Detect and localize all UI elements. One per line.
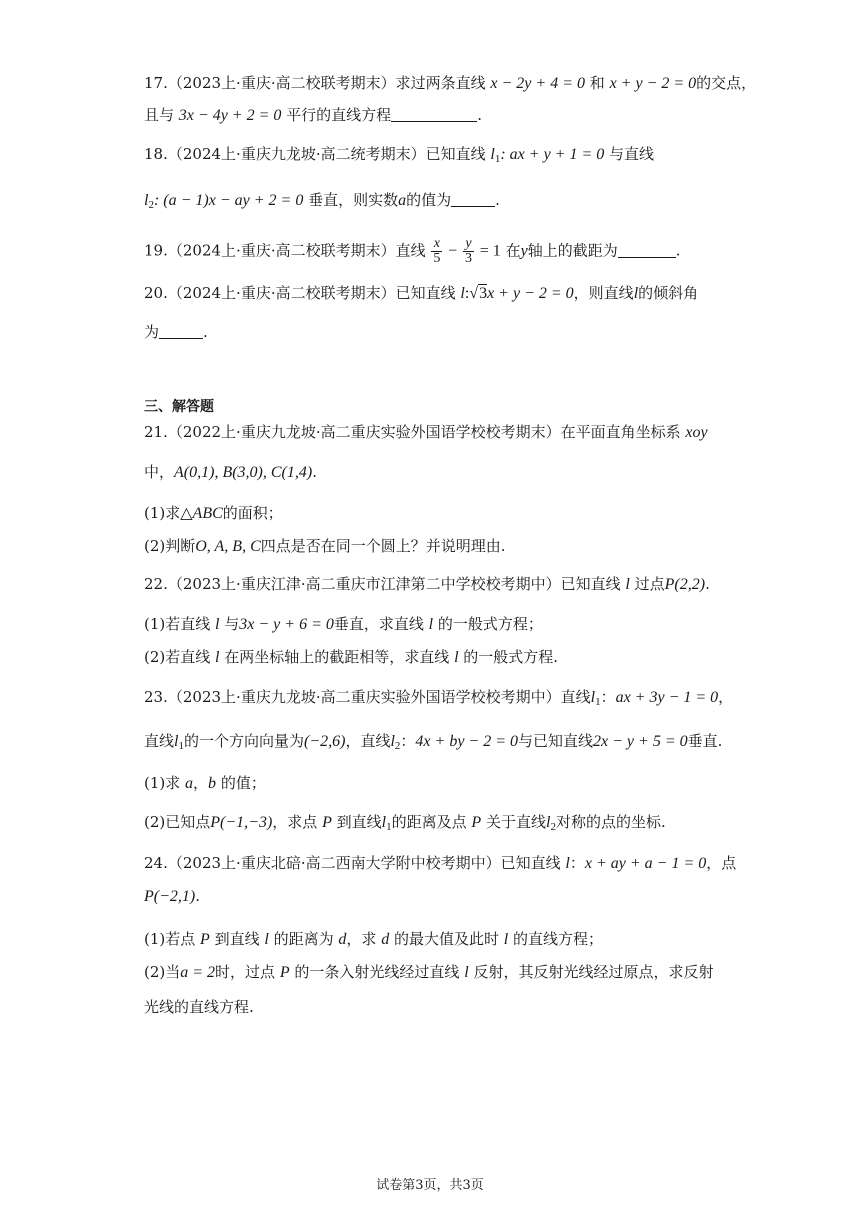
q23-var-a: a [185, 775, 194, 792]
q21-text: (1)求 [144, 504, 181, 522]
q21-coordinate-system: xoy [685, 424, 708, 441]
q19-frac2-numerator: y [463, 237, 474, 252]
q23-text: 直线 [144, 732, 175, 750]
q22-text: (2)若直线 [144, 648, 211, 666]
q20-sqrt-argument: 3 [479, 285, 488, 302]
q19-text: 在 [505, 241, 521, 260]
q18-variable: a [398, 192, 407, 209]
q22-text: 已知直线 [560, 575, 621, 593]
q18-source: （2024上·重庆九龙坡·高二统考期末） [167, 145, 426, 163]
q19-frac1-denominator: 5 [433, 251, 441, 266]
q22-line-name: l [625, 576, 630, 593]
q17-answer-blank[interactable] [391, 105, 477, 122]
q19-source: （2024上·重庆·高二校联考期末） [167, 241, 396, 260]
q23-subscript: 2 [550, 821, 556, 833]
q24-line-2 [144, 885, 200, 908]
q21-points: A(0,1), B(3,0), C(1,4) [174, 464, 313, 481]
q24-text: 的最大值及此时 [394, 930, 500, 948]
q22-part-2 [144, 646, 558, 669]
q23-part-1 [144, 772, 266, 795]
q19-equation-tail: = 1 [479, 242, 501, 260]
q24-number: 24 [144, 854, 164, 872]
q18-l2-equation: : (a − 1)x − ay + 2 = 0 [153, 192, 304, 209]
q24-text: 时，过点 [215, 963, 276, 981]
q22-text: (1)若直线 [144, 615, 211, 633]
q18-l1-subscript: 1 [494, 153, 501, 165]
q19-period: . [675, 241, 681, 260]
q19-frac1-numerator: x [431, 237, 442, 252]
q21-triangle: △ABC [180, 505, 223, 522]
q23-point: P(−1,−3) [210, 814, 273, 831]
q23-text: ， [193, 774, 209, 792]
q24-text: 的距离为 [273, 930, 334, 948]
q23-source: （2023上·重庆九龙坡·高二重庆实验外国语学校校考期中） [167, 688, 561, 706]
q23-equation-3: 2x − y + 5 = 0 [593, 733, 688, 750]
q23-text: 的距离及点 [391, 813, 467, 831]
q23-number: 23 [144, 688, 164, 706]
q20-line-2 [144, 321, 208, 343]
q17-line-1: 17.（2023上·重庆·高二校联考期末）求过两条直线 x − 2y + 4 = 0 和 x + y − 2 = 0的交点， [144, 74, 757, 92]
q19-line-1: 19.（2024上·重庆·高二校联考期末）直线 $\frac{x}{5}$ − $\frac{y}{3}$ = 1 在y轴上的截距为 . [144, 236, 681, 266]
q24-distance-var: d [338, 931, 347, 948]
q21-part-1 [144, 502, 283, 525]
q24-line-name: l [264, 931, 269, 948]
q22-point: P(2,2) [664, 576, 706, 593]
q24-text: ，点 [706, 854, 737, 872]
q22-text: 垂直，求直线 [333, 615, 424, 633]
q23-text: 关于直线 [485, 813, 546, 831]
q24-text: ，求 [346, 930, 377, 948]
q24-point: P(−2,1) [144, 888, 196, 905]
q21-text: 中， [144, 463, 175, 481]
q24-line-name: l [464, 964, 469, 981]
q21-line-1: 21.（2022上·重庆九龙坡·高二重庆实验外国语学校校考期末）在平面直角坐标系 xoy [144, 423, 708, 441]
q23-text: ，求点 [272, 813, 318, 831]
q23-text: 到直线 [336, 813, 382, 831]
q22-equation: 3x − y + 6 = 0 [239, 616, 334, 633]
q23-text: ，直线 [345, 732, 391, 750]
q24-part-1 [144, 928, 603, 951]
q24-period: . [195, 887, 201, 905]
q22-line-name: l [215, 649, 220, 666]
q23-point-name: P [471, 814, 482, 831]
q22-text: 的一般式方程. [463, 648, 559, 666]
q24-text: 已知直线 [500, 854, 561, 872]
q18-text: 的值为 [406, 191, 452, 209]
q24-distance-var: d [381, 931, 390, 948]
q17-source: （2023上·重庆·高二校联考期末） [167, 74, 396, 92]
q22-line-name: l [454, 649, 459, 666]
q17-line-2 [144, 104, 482, 127]
q24-text: (2)当 [144, 963, 181, 981]
q23-subscript: 1 [178, 740, 184, 752]
q24-part-2 [144, 961, 713, 984]
q22-text: 的一般式方程； [437, 615, 543, 633]
q19-minus: − [448, 242, 458, 260]
q18-text: 与直线 [609, 145, 655, 163]
q23-point-name: P [322, 814, 332, 831]
q21-text: (2)判断 [144, 537, 196, 555]
q24-text: 到直线 [214, 930, 260, 948]
q18-period: . [495, 191, 500, 209]
q24-line-name: l [565, 855, 570, 872]
q19-text: 直线 [395, 241, 426, 260]
q23-equation-1: ax + 3y − 1 = 0 [615, 689, 719, 706]
q22-line-1: 22.（2023上·重庆江津·高二重庆市江津第二中学校校考期中）已知直线 l 过点P(2,2). [144, 575, 710, 593]
q22-text: 过点 [634, 575, 665, 593]
q19-fraction-2 [463, 237, 474, 266]
q23-colon: ： [400, 732, 416, 750]
q17-text: 的交点， [696, 74, 757, 92]
q19-fraction-1 [431, 237, 442, 266]
q23-text: 的值； [220, 774, 266, 792]
q17-text: 且与 [144, 106, 175, 124]
q23-subscript: 1 [386, 821, 392, 833]
q19-answer-blank[interactable] [618, 241, 676, 258]
q24-point-name: P [279, 964, 290, 981]
q24-text: 的直线方程； [513, 930, 604, 948]
q23-comma: ， [718, 688, 734, 706]
q17-number: 17 [144, 74, 164, 92]
q17-equation-3: 3x − 4y + 2 = 0 [178, 107, 282, 124]
q22-number: 22 [144, 575, 164, 593]
q20-equation: x + y − 2 = 0 [487, 285, 574, 302]
q20-text: 为 [144, 323, 160, 341]
q24-text: 反射，其反射光线经过原点，求反射 [473, 963, 714, 981]
q22-text: 在两坐标轴上的截距相等，求直线 [224, 648, 450, 666]
q24-point-name: P [200, 931, 210, 948]
q22-part-1 [144, 613, 543, 636]
q23-text: 对称的点的坐标. [555, 813, 666, 831]
q23-subscript: 1 [595, 696, 601, 708]
q18-line-l1-name: l [490, 146, 495, 163]
q24-part-2-cont [144, 996, 254, 1018]
q20-text: 的倾斜角 [638, 284, 699, 302]
q18-answer-blank[interactable] [451, 190, 495, 207]
q23-text: 垂直. [687, 732, 723, 750]
q24-equation: x + ay + a − 1 = 0 [584, 855, 707, 872]
q21-text: 在平面直角坐标系 [560, 423, 681, 441]
q18-line-l2-name: l [144, 192, 149, 209]
q18-l2-subscript: 2 [148, 199, 154, 211]
q22-line-name: l [428, 616, 434, 633]
q23-line-2 [144, 730, 722, 753]
q18-text: 垂直，则实数 [308, 191, 399, 209]
q20-period: . [203, 323, 208, 341]
q23-direction-vector: (−2,6) [303, 733, 346, 750]
q24-colon: ： [569, 854, 585, 872]
q24-condition: a = 2 [180, 964, 216, 981]
q17-equation-2: x + y − 2 = 0 [609, 75, 697, 92]
q18-number: 18 [144, 145, 164, 163]
q24-text: (1)若点 [144, 930, 196, 948]
q23-part-2 [144, 811, 666, 834]
q19-number: 19 [144, 241, 164, 260]
q18-line-2 [144, 189, 500, 212]
q21-four-points: O, A, B, C [195, 538, 261, 555]
q23-text: 直线 [560, 688, 591, 706]
q18-l1-equation: : ax + y + 1 = 0 [500, 146, 605, 163]
q24-line-name: l [503, 931, 509, 948]
q23-equation-2: 4x + by − 2 = 0 [415, 733, 519, 750]
q23-colon: ： [600, 688, 616, 706]
q20-colon: : [464, 285, 470, 302]
q22-source: （2023上·重庆江津·高二重庆市江津第二中学校校考期中） [167, 575, 561, 593]
q20-line-name: l [633, 285, 639, 302]
q21-text: 的面积； [222, 504, 283, 522]
q20-line-1: 20.（2024上·重庆·高二校联考期末）已知直线 l:√3x + y − 2 = 0，则直线l的倾斜角 [144, 284, 699, 302]
q21-text: 四点是否在同一个圆上？并说明理由. [260, 537, 506, 555]
q22-period: . [705, 575, 710, 593]
q20-answer-blank[interactable] [159, 322, 203, 339]
q20-text: 已知直线 [395, 284, 456, 302]
q22-line-name: l [215, 616, 220, 633]
q17-period: . [477, 106, 482, 124]
q21-number: 21 [144, 423, 164, 441]
q23-text: (1)求 [144, 774, 181, 792]
q23-line-name: l [545, 814, 551, 831]
q23-line-name: l [174, 733, 179, 750]
q19-text: 轴上的截距为 [527, 241, 618, 260]
q23-line-name: l [381, 814, 387, 831]
q23-text: 的一个方向向量为 [183, 732, 304, 750]
q21-part-2 [144, 535, 506, 558]
q21-source: （2022上·重庆九龙坡·高二重庆实验外国语学校校考期末） [167, 423, 561, 441]
q20-sqrt: √3 [469, 285, 488, 302]
q20-number: 20 [144, 284, 164, 302]
q23-text: 与已知直线 [518, 732, 594, 750]
q21-line-2 [144, 461, 317, 484]
q18-text: 已知直线 [425, 145, 486, 163]
section-3-title: 三、解答题 [144, 399, 214, 415]
q21-period: . [312, 463, 317, 481]
q20-text: ，则直线 [573, 284, 634, 302]
q17-text: 平行的直线方程 [286, 106, 392, 124]
q23-line-name: l [590, 689, 596, 706]
q20-source: （2024上·重庆·高二校联考期末） [167, 284, 396, 302]
q23-line-name: l [390, 733, 395, 750]
q23-subscript: 2 [394, 740, 401, 752]
q22-text: 与 [224, 615, 240, 633]
q19-frac2-denominator: 3 [464, 251, 472, 266]
q24-line-1: 24.（2023上·重庆北碚·高二西南大学附中校考期中）已知直线 l：x + ay + a − 1 = 0，点 [144, 854, 737, 872]
q19-axis: y [520, 242, 528, 260]
q23-line-1: 23.（2023上·重庆九龙坡·高二重庆实验外国语学校校考期中）直线$l_1$：ax + 3y − 1 = 0， [144, 688, 734, 708]
page-footer: 试卷第3页，共3页 [376, 1178, 484, 1193]
q17-text: 和 [589, 74, 605, 92]
q23-text: (2)已知点 [144, 813, 211, 831]
q20-line-name: l [460, 285, 465, 302]
q17-text: 求过两条直线 [395, 74, 486, 92]
q24-text: 光线的直线方程. [144, 998, 254, 1016]
q23-var-b: b [208, 775, 217, 792]
q24-source: （2023上·重庆北碚·高二西南大学附中校考期中） [167, 854, 501, 872]
q18-line-1: 18.（2024上·重庆九龙坡·高二统考期末）已知直线 $l_1$: ax + y + 1 = 0 与直线 [144, 145, 655, 165]
q24-text: 的一条入射光线经过直线 [294, 963, 460, 981]
q17-equation-1: x − 2y + 4 = 0 [490, 75, 585, 92]
